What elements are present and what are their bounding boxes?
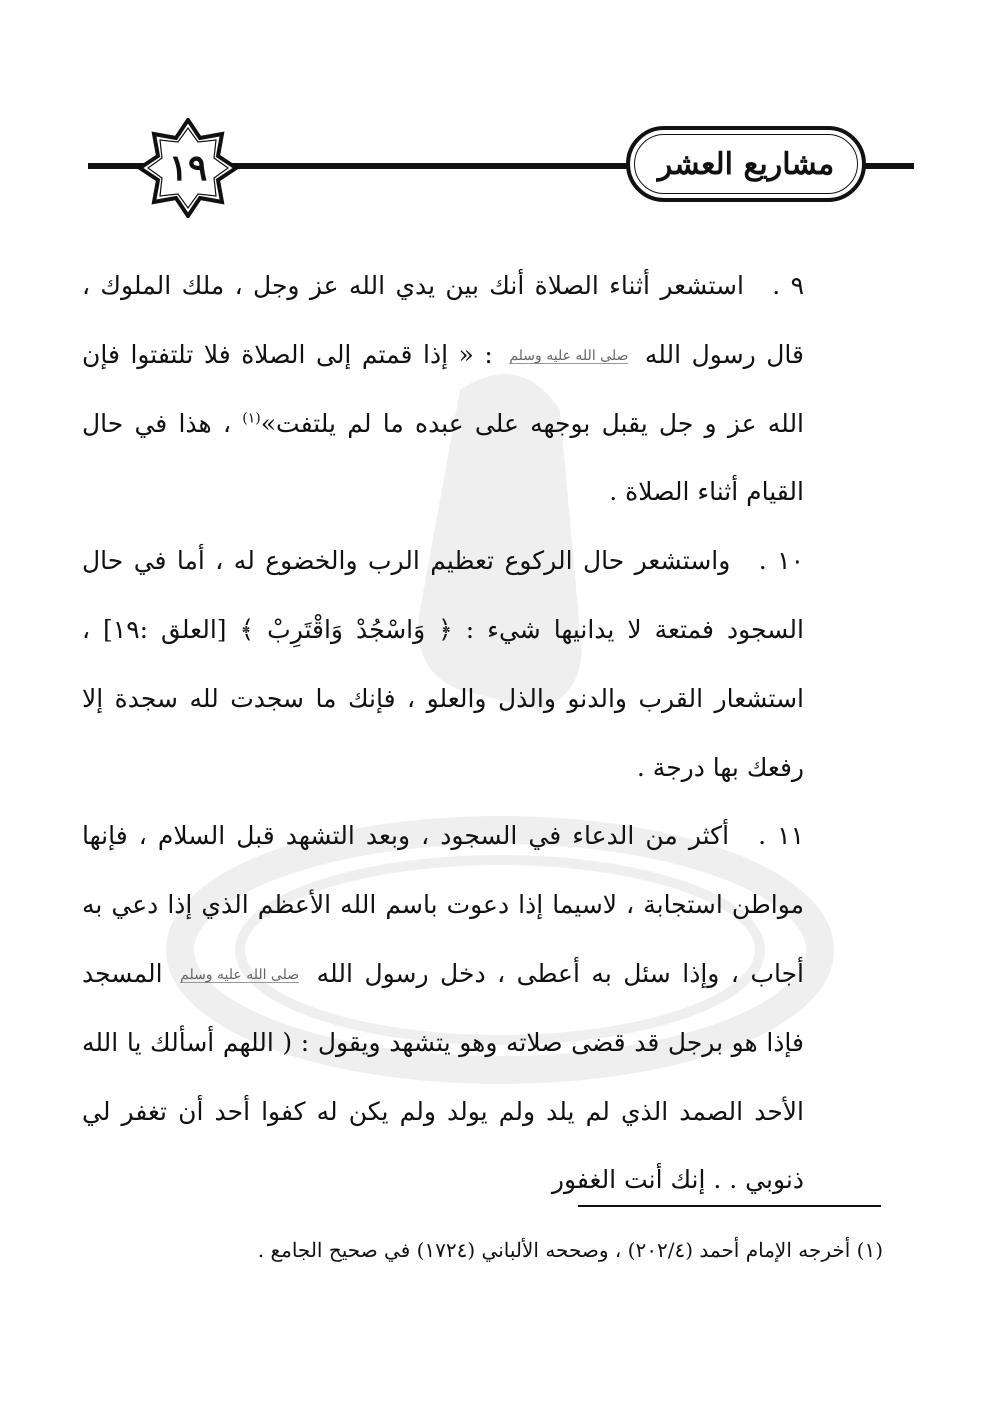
line: واستشعر حال الركوع تعظيم الرب والخضوع له ، أما في	[133, 546, 731, 576]
line: الملوك ، قال رسول الله	[82, 271, 804, 369]
line: تلتفتوا فإن الله عز و جل يقبل بوجهه على عبده ما لم	[82, 339, 805, 438]
line: ، هذا في حال القيام أثناء الصلاة .	[82, 408, 804, 507]
line: [العلق :١٩] ، استشعار القرب والدنو والذل والعلو ، فإنك ما	[82, 614, 804, 713]
line: استشعر أثناء الصلاة أنك بين يدي الله عز وجل ، ملك	[181, 271, 744, 300]
honorific-glyph: صلى الله عليه وسلم	[180, 966, 300, 983]
item-number: ١١ .	[758, 821, 804, 851]
body-text	[82, 252, 804, 1215]
page-number: ١٩	[168, 147, 208, 189]
footnote: (١) أخرجه الإمام أحمد (٢٠٢/٤) ، وصححه الألباني (١٧٢٤) في صحيح الجامع .	[257, 1238, 883, 1262]
title-frame-inner	[634, 134, 858, 194]
page-title: مشاريع العشر	[657, 146, 835, 182]
paragraph-10	[82, 527, 804, 802]
item-number: ١٠ .	[758, 546, 804, 576]
line: ويقول : ( اللهم أسألك يا الله الأحد الصمد الذي لم يلد ولم يولد	[82, 1027, 804, 1126]
line: الذي إذا دعي به أجاب ، وإذا سئل به أعطى ، دخل رسول	[82, 890, 805, 988]
line: : « إذا قمتم إلى الصلاة فلا	[203, 339, 493, 369]
item-number: ٩ .	[772, 271, 804, 300]
footnote-rule	[578, 1205, 881, 1207]
line: فإنها مواطن استجابة ، لاسيما إذا دعوت باسم الله الأعظم	[82, 821, 804, 920]
line: المسجد فإذا هو برجل قد قضى صلاته وهو يتشهد	[82, 958, 804, 1057]
line: أكثر من الدعاء في السجود ، وبعد التشهد قبل السلام ،	[138, 821, 730, 851]
line: حال السجود فمتعة لا يدانيها شيء : ﴿ وَاسْجُدْ وَاقْتَرِبْ ﴾	[82, 546, 804, 644]
paragraph-9	[82, 252, 804, 527]
line: سجدت لله سجدة إلا رفعك بها درجة .	[82, 683, 804, 782]
line: يلتفت»	[260, 408, 337, 438]
line: ولم يكن له كفوا أحد أن تغفر لي ذنوبي . . إنك أنت الغفور	[82, 1096, 804, 1195]
paragraph-11	[82, 802, 804, 1215]
footnote-ref: (١)	[242, 410, 261, 427]
line: الله	[316, 958, 353, 988]
honorific-glyph: صلى الله عليه وسلم	[509, 347, 629, 364]
